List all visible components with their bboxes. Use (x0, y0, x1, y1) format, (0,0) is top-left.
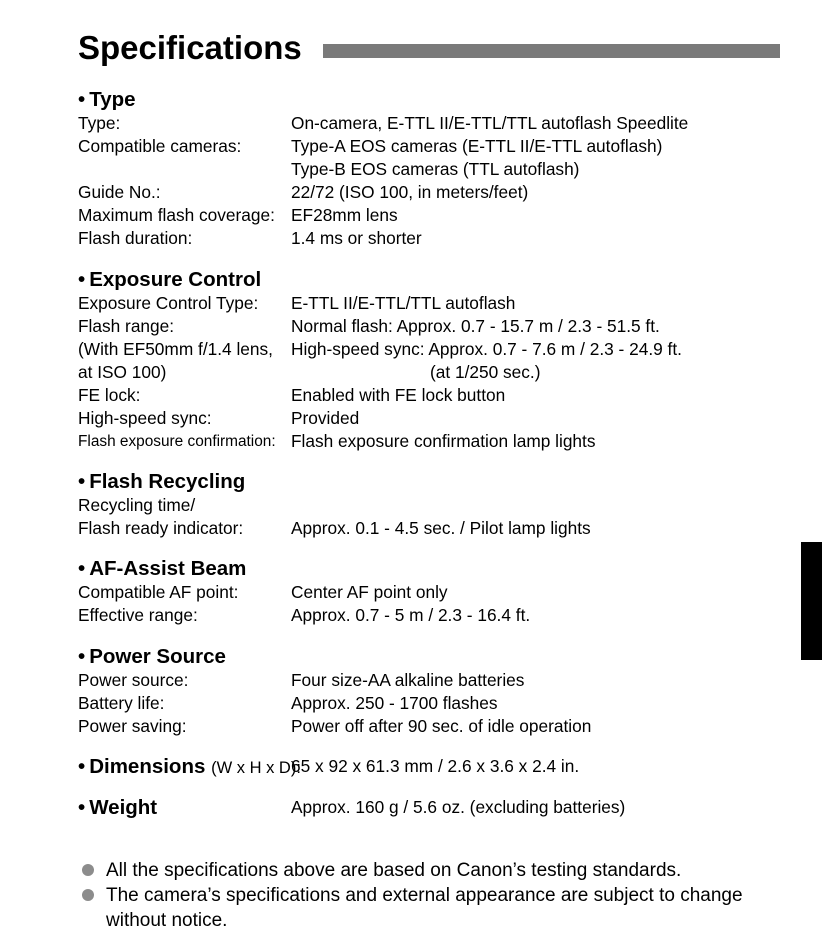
spec-row (78, 604, 778, 627)
spec-label: Power saving: (78, 716, 187, 736)
note-text: All the specifications above are based on Canon’s testing standards. (106, 860, 682, 881)
heading-text: AF-Assist Beam (89, 557, 247, 580)
section-dimensions (78, 754, 778, 779)
spec-value: Approx. 0.1 - 4.5 sec. / Pilot lamp lights (291, 518, 591, 538)
spec-row (78, 204, 778, 227)
spec-label: Guide No.: (78, 182, 161, 202)
section-heading (78, 87, 778, 112)
section-heading (78, 267, 778, 292)
spec-row (78, 181, 778, 204)
note-text: The camera’s specifications and external appearance are subject to change without notice. (106, 885, 743, 931)
bullet: • (78, 755, 86, 778)
spec-row (78, 669, 778, 692)
spec-value: E-TTL II/E-TTL/TTL autoflash (291, 293, 516, 313)
bullet: • (78, 557, 86, 580)
bullet: • (78, 796, 86, 819)
heading-text: Dimensions (89, 755, 206, 778)
section-heading (78, 469, 778, 494)
spec-label: Compatible AF point: (78, 582, 239, 602)
dimensions-note: (W x H x D): (211, 759, 301, 777)
spec-label: Flash exposure confirmation: (78, 433, 276, 450)
spec-label: Recycling time/ (78, 495, 196, 515)
side-index-tab (801, 542, 822, 660)
heading-text: Weight (89, 796, 158, 819)
spec-row (78, 315, 778, 338)
section-type (78, 87, 778, 250)
heading-text: Exposure Control (89, 268, 262, 291)
section-power-source (78, 644, 778, 738)
spec-row (78, 795, 778, 820)
spec-label: Maximum flash coverage: (78, 205, 275, 225)
spec-value: High-speed sync: Approx. 0.7 - 7.6 m / 2.3 - 24.9 ft. (291, 339, 682, 359)
spec-row (78, 158, 778, 181)
spec-value: EF28mm lens (291, 205, 398, 225)
spec-row (78, 338, 778, 361)
spec-value: Center AF point only (291, 582, 448, 602)
spec-label: Exposure Control Type: (78, 293, 259, 313)
spec-row (78, 361, 778, 384)
spec-value: Enabled with FE lock button (291, 385, 506, 405)
spec-value: Four size-AA alkaline batteries (291, 670, 525, 690)
spec-value: Type-A EOS cameras (E-TTL II/E-TTL autoflash) (291, 136, 663, 156)
spec-value: Type-B EOS cameras (TTL autoflash) (291, 159, 580, 179)
spec-value: Approx. 160 g / 5.6 oz. (excluding batteries) (291, 797, 626, 817)
spec-row (78, 494, 778, 517)
spec-value: Approx. 250 - 1700 flashes (291, 693, 498, 713)
spec-row (78, 715, 778, 738)
spec-label: Battery life: (78, 693, 165, 713)
spec-row (78, 581, 778, 604)
spec-label: Flash duration: (78, 228, 193, 248)
spec-label: FE lock: (78, 385, 141, 405)
spec-row (78, 754, 778, 779)
heading-text: Power Source (89, 645, 226, 668)
section-weight (78, 795, 778, 820)
bullet: • (78, 88, 86, 111)
spec-row (78, 407, 778, 430)
bullet: • (78, 645, 86, 668)
section-af-assist-beam (78, 556, 778, 627)
section-exposure-control (78, 267, 778, 453)
section-heading (78, 644, 778, 669)
spec-value: Normal flash: Approx. 0.7 - 15.7 m / 2.3 - 51.5 ft. (291, 316, 660, 336)
spec-value: On-camera, E-TTL II/E-TTL/TTL autoflash Speedlite (291, 113, 689, 133)
spec-value: 22/72 (ISO 100, in meters/feet) (291, 182, 529, 202)
spec-row (78, 692, 778, 715)
bullet: • (78, 268, 86, 291)
spec-label: Compatible cameras: (78, 136, 242, 156)
spec-label: Flash ready indicator: (78, 518, 244, 538)
section-heading (78, 556, 778, 581)
bullet: • (78, 470, 86, 493)
page-title: Specifications (78, 29, 302, 66)
spec-label: at ISO 100) (78, 362, 167, 382)
heading-text: Flash Recycling (89, 470, 246, 493)
spec-row (78, 135, 778, 158)
title-rule (323, 44, 780, 58)
spec-value: Approx. 0.7 - 5 m / 2.3 - 16.4 ft. (291, 605, 531, 625)
section-heading (78, 754, 301, 779)
spec-label: Effective range: (78, 605, 198, 625)
spec-row (78, 517, 778, 540)
spec-label: High-speed sync: (78, 408, 212, 428)
spec-label: (With EF50mm f/1.4 lens, (78, 339, 273, 359)
title-row (78, 26, 780, 70)
spec-label: Flash range: (78, 316, 175, 336)
spec-value: Power off after 90 sec. of idle operation (291, 716, 592, 736)
spec-value: 1.4 ms or shorter (291, 228, 422, 248)
note-item (80, 858, 780, 883)
spec-row (78, 430, 778, 453)
spec-value: Flash exposure confirmation lamp lights (291, 431, 596, 451)
bullet-dot-icon (82, 889, 94, 901)
spec-row (78, 292, 778, 315)
spec-label: Type: (78, 113, 121, 133)
section-heading (78, 795, 157, 820)
bullet-dot-icon (82, 864, 94, 876)
spec-row (78, 112, 778, 135)
spec-row (78, 227, 778, 250)
notes-list (80, 858, 780, 933)
heading-text: Type (89, 88, 136, 111)
spec-value: (at 1/250 sec.) (430, 362, 541, 382)
note-item (80, 883, 780, 933)
section-flash-recycling (78, 469, 778, 540)
spec-row (78, 384, 778, 407)
spec-label: Power source: (78, 670, 189, 690)
spec-value: 65 x 92 x 61.3 mm / 2.6 x 3.6 x 2.4 in. (291, 756, 580, 776)
spec-value: Provided (291, 408, 360, 428)
